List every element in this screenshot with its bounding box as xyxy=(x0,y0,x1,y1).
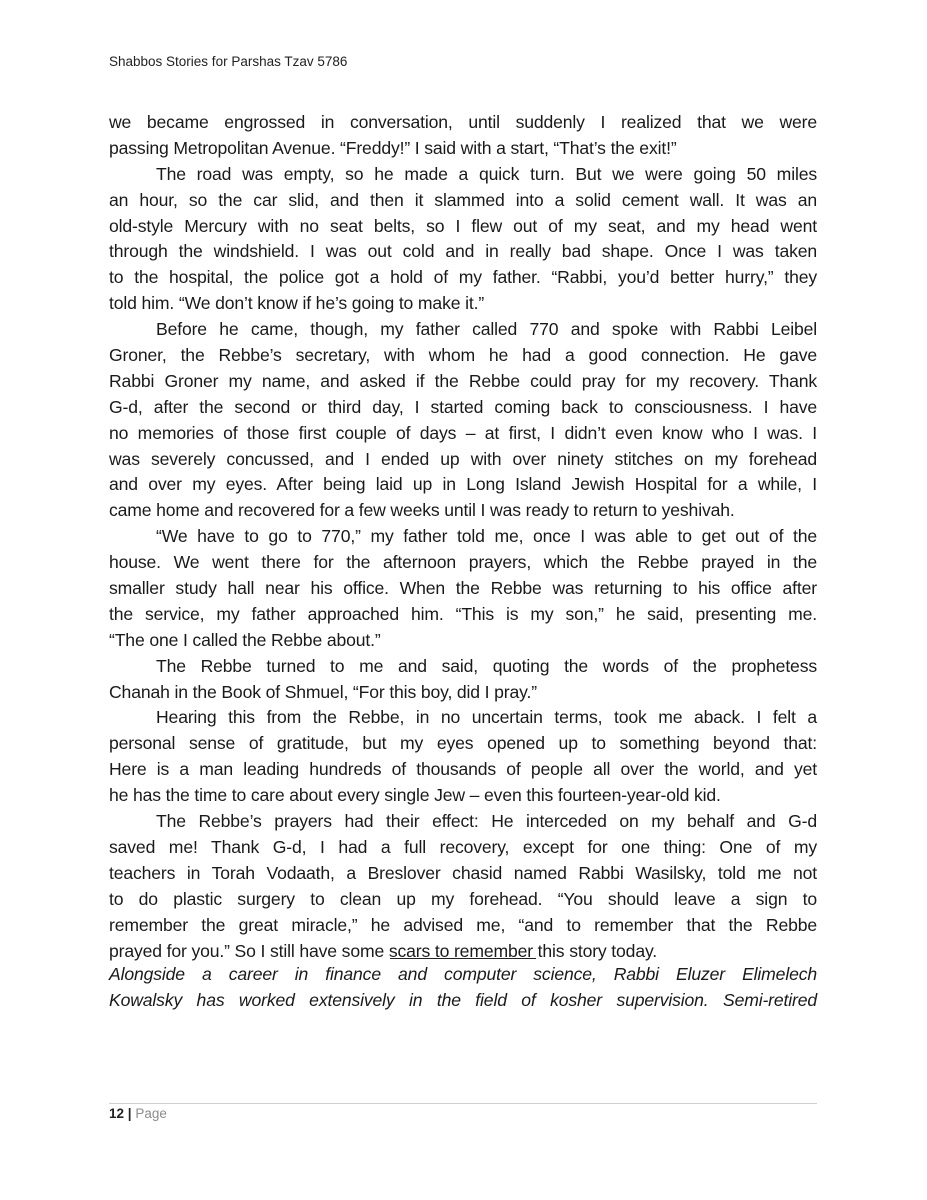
text-line: came home and recovered for a few weeks until I was ready to return to yeshivah. xyxy=(109,500,735,521)
text-line: we became engrossed in conversation, until suddenly I realized that we were xyxy=(109,112,817,132)
paragraph xyxy=(109,317,817,524)
paragraph xyxy=(109,705,817,809)
text-line: smaller study hall near his office. When the Rebbe was returning to his office after xyxy=(109,578,817,599)
text-line: Chanah in the Book of Shmuel, “For this boy, did I pray.” xyxy=(109,681,537,702)
text-line: The road was empty, so he made a quick turn. But we were going 50 miles xyxy=(156,163,817,184)
text-line: house. We went there for the afternoon prayers, which the Rebbe prayed in the xyxy=(109,552,817,573)
running-header: Shabbos Stories for Parshas Tzav 5786 xyxy=(109,54,348,69)
text-line: the service, my father approached him. “This is my son,” he said, presenting me. xyxy=(109,603,817,624)
paragraph xyxy=(109,524,817,653)
text-line: G-d, after the second or third day, I started coming back to consciousness. I have xyxy=(109,396,817,417)
text-line: to the hospital, the police got a hold of my father. “Rabbi, you’d better hurry,” they xyxy=(109,267,817,288)
text-line: saved me! Thank G-d, I had a full recovery, except for one thing: One of my xyxy=(109,836,817,857)
section-divider xyxy=(390,958,536,959)
text-line: he has the time to care about every single Jew – even this fourteen-year-old kid. xyxy=(109,785,721,806)
bio-line: Alongside a career in finance and computer science, Rabbi Eluzer Elimelech xyxy=(109,964,817,984)
text-line: no memories of those first couple of days – at first, I didn’t even know who I was. I xyxy=(109,422,817,443)
text-line: personal sense of gratitude, but my eyes opened up to something beyond that: xyxy=(109,733,817,754)
text-line: old-style Mercury with no seat belts, so I flew out of my seat, and my head went xyxy=(109,215,817,236)
text-line: The Rebbe’s prayers had their effect: He interceded on my behalf and G-d xyxy=(156,811,817,832)
paragraph xyxy=(109,809,817,964)
text-line: Before he came, though, my father called 770 and spoke with Rabbi Leibel xyxy=(156,319,817,340)
paragraph xyxy=(109,654,817,706)
text-line: “We have to go to 770,” my father told me, once I was able to get out of the xyxy=(156,526,817,547)
text-line: passing Metropolitan Avenue. “Freddy!” I said with a start, “That’s the exit!” xyxy=(109,137,677,158)
text-line: Rabbi Groner my name, and asked if the Rebbe could pray for my recovery. Thank xyxy=(109,370,817,391)
text-line: teachers in Torah Vodaath, a Breslover chasid named Rabbi Wasilsky, told me not xyxy=(109,862,817,883)
page-footer xyxy=(109,1106,167,1121)
text-line: and over my eyes. After being laid up in Long Island Jewish Hospital for a while, I xyxy=(109,474,817,495)
text-line: prayed for you.” So I still have some scars to remember this story today. xyxy=(109,940,658,961)
author-bio xyxy=(109,962,817,1014)
text-line: Here is a man leading hundreds of thousands of people all over the world, and yet xyxy=(109,759,817,780)
story-body xyxy=(109,110,817,964)
text-line: Hearing this from the Rebbe, in no uncertain terms, took me aback. I felt a xyxy=(156,707,817,728)
text-line: through the windshield. I was out cold and in really bad shape. Once I was taken xyxy=(109,241,817,262)
text-line: Groner, the Rebbe’s secretary, with whom he had a good connection. He gave xyxy=(109,345,817,366)
text-line: remember the great miracle,” he advised me, “and to remember that the Rebbe xyxy=(109,914,817,935)
bio-line: Kowalsky has worked extensively in the field of kosher supervision. Semi-retired xyxy=(109,989,817,1010)
page-label: Page xyxy=(135,1106,167,1121)
page-number: 12 | xyxy=(109,1106,132,1121)
text-line: to do plastic surgery to clean up my forehead. “You should leave a sign to xyxy=(109,888,817,909)
paragraph xyxy=(109,162,817,317)
text-line: The Rebbe turned to me and said, quoting the words of the prophetess xyxy=(156,655,817,676)
text-line: was severely concussed, and I ended up with over ninety stitches on my forehead xyxy=(109,448,817,469)
text-line: “The one I called the Rebbe about.” xyxy=(109,629,381,650)
footer-rule xyxy=(109,1103,817,1104)
text-line: an hour, so the car slid, and then it slammed into a solid cement wall. It was an xyxy=(109,189,817,210)
text-line: told him. “We don’t know if he’s going to make it.” xyxy=(109,293,485,314)
paragraph xyxy=(109,110,817,162)
